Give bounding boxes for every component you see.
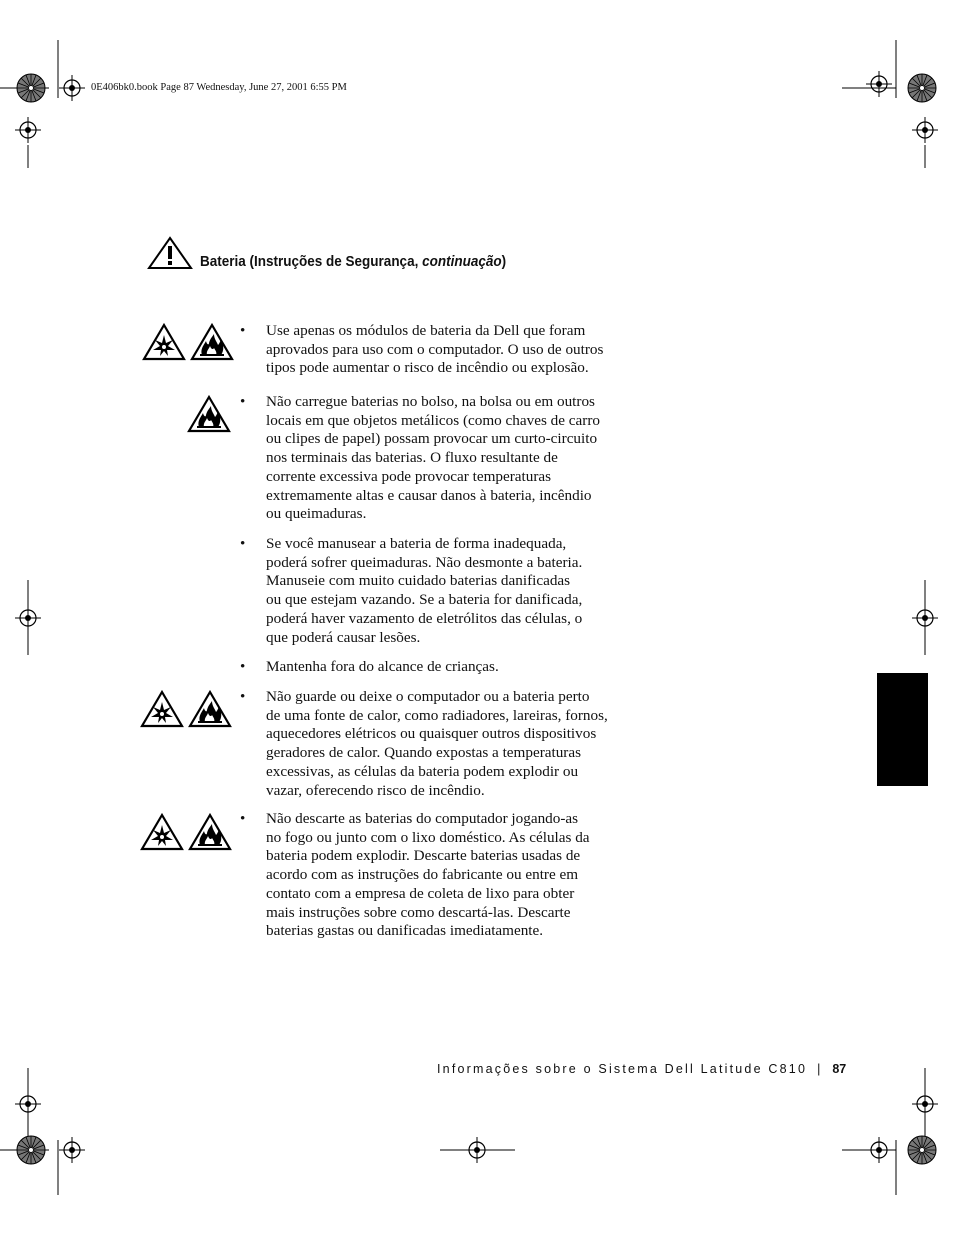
bullet: • (240, 688, 246, 705)
text-line: acordo com as instruções do fabricante ou entre em (266, 866, 579, 884)
text-line: mais instruções sobre como descartá-las. Descarte (266, 903, 571, 921)
text-line: bateria podem explodir. Descarte baterias usadas de (266, 847, 581, 865)
text-line: contato com a empresa de coleta de lixo para obter (266, 884, 575, 902)
text-line: locais em que objetos metálicos (como chaves de carro (266, 411, 600, 429)
list-item-text (266, 658, 636, 677)
text-line: ou queimaduras. (266, 505, 367, 523)
bullet: • (240, 658, 246, 675)
fire-hazard-icon (192, 325, 232, 359)
text-line: ou que estejam vazando. Se a bateria for danificada, (266, 591, 583, 609)
text-line: baterias gastas ou danificadas imediatamente. (266, 922, 544, 940)
text-line: de uma fonte de calor, como radiadores, lareiras, fornos, (266, 706, 608, 724)
text-line: Manuseie com muito cuidado baterias danificadas (266, 572, 571, 590)
text-line: nos terminais das baterias. O fluxo resultante de (266, 449, 558, 467)
bullet: • (240, 535, 246, 552)
text-line: poderá sofrer queimaduras. Não desmonte a bateria. (266, 553, 583, 571)
section-title-italic: continuação (422, 253, 502, 270)
explosion-hazard-icon (142, 692, 182, 726)
fire-hazard-icon (190, 815, 230, 849)
print-header: 0E406bk0.book Page 87 Wednesday, June 27, 2001 6:55 PM (91, 82, 347, 93)
list-item-text (266, 810, 636, 941)
text-line: Não carregue baterias no bolso, na bolsa ou em outros (266, 393, 595, 410)
list-item-text (266, 688, 636, 800)
text-line: vazar, oferecendo risco de incêndio. (266, 781, 485, 799)
text-line: que poderá causar lesões. (266, 628, 421, 646)
text-line: aquecedores elétricos ou quaisquer outros dispositivos (266, 725, 597, 743)
explosion-hazard-icon (144, 325, 184, 359)
text-line: ou clipes de papel) possam provocar um curto-circuito (266, 430, 598, 448)
text-line: poderá haver vazamento de eletrólitos das células, o (266, 609, 583, 627)
text-line: tipos pode aumentar o risco de incêndio ou explosão. (266, 359, 589, 377)
footer-separator: | (817, 1062, 821, 1076)
text-line: no fogo ou junto com o lixo doméstico. As células da (266, 828, 590, 846)
text-line: Use apenas os módulos de bateria da Dell que foram (266, 322, 586, 339)
section-title-end: ) (501, 253, 507, 270)
chapter-tab (877, 673, 928, 786)
text-line: Não guarde ou deixe o computador ou a bateria perto (266, 688, 590, 705)
page-footer (437, 1062, 846, 1076)
page-number: 87 (832, 1062, 847, 1076)
bullet: • (240, 322, 246, 339)
bullet: • (240, 393, 246, 410)
text-line: extremamente altas e causar danos à bateria, incêndio (266, 486, 592, 504)
text-line: corrente excessiva pode provocar temperaturas (266, 467, 552, 485)
text-line: geradores de calor. Quando expostas a temperaturas (266, 744, 582, 762)
section-title-text: Bateria (Instruções de Segurança, (200, 253, 423, 270)
text-line: Mantenha fora do alcance de crianças. (266, 658, 499, 675)
bullet: • (240, 810, 246, 827)
text-line: excessivas, as células da bateria podem explodir ou (266, 762, 579, 780)
text-line: Não descarte as baterias do computador jogando-as (266, 810, 579, 827)
footer-text: Informações sobre o Sistema Dell Latitude C810 (437, 1062, 808, 1076)
list-item-text (266, 322, 636, 378)
text-line: Se você manusear a bateria de forma inadequada, (266, 535, 567, 552)
list-item-text (266, 393, 636, 524)
fire-hazard-icon (189, 397, 229, 431)
fire-hazard-icon (190, 692, 230, 726)
text-line: aprovados para uso com o computador. O uso de outros (266, 340, 604, 358)
explosion-hazard-icon (142, 815, 182, 849)
list-item-text (266, 535, 636, 647)
